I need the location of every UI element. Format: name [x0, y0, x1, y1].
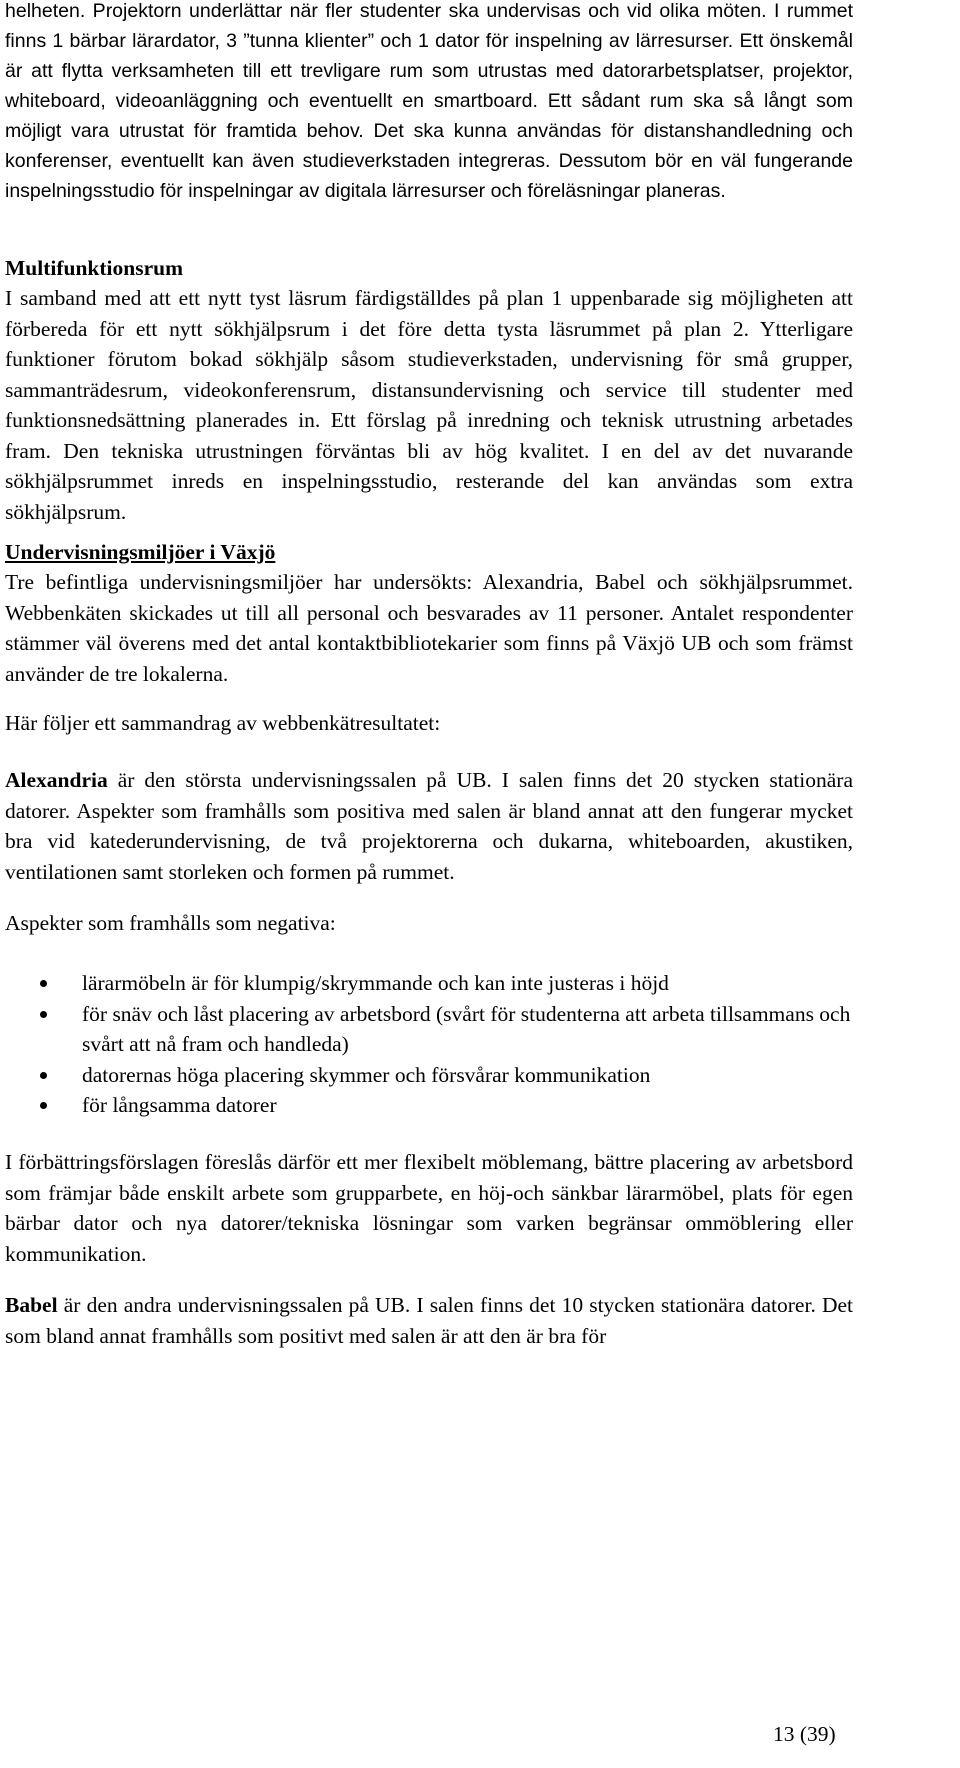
negatives-intro: Aspekter som framhålls som negativa: [5, 911, 336, 935]
heading-undervisningsmiljoer: Undervisningsmiljöer i Växjö [5, 540, 276, 564]
negatives-intro-block [5, 908, 853, 939]
list-item-text: datorernas höga placering skymmer och försvårar kommunikation [82, 1062, 651, 1087]
alexandria-text: är den största undervisningssalen på UB. I salen finns det 20 stycken stationära datorer. Aspekter som framhålls som positiva med salen är bland annat att den fungerar mycket bra vid katederundervisning, de två projektorerna och dukarna, whiteboarden, akustiken, ventilationen samt storleken och formen på rummet. [5, 768, 853, 884]
env-paragraph: Tre befintliga undervisningsmiljöer har undersökts: Alexandria, Babel och sökhjälpsrummet. Webbenkäten skickades ut till all personal och besvarades av 11 personer. Antalet respondenter stämmer väl överens med det antal kontaktbibliotekarier som finns på Växjö UB och som främst använder de tre lokalerna. [5, 570, 853, 686]
babel-paragraph-block [5, 1290, 853, 1351]
alexandria-paragraph [5, 765, 853, 887]
improvements-paragraph-block [5, 1147, 853, 1269]
babel-text: är den andra undervisningssalen på UB. I salen finns det 10 stycken stationära datorer. Det som bland annat framhålls som positivt med salen är att den är bra för [5, 1293, 853, 1348]
summary-intro: Här följer ett sammandrag av webbenkätresultatet: [5, 711, 441, 735]
page-number: 13 (39) [773, 1722, 836, 1746]
multi-paragraph: I samband med att ett nytt tyst läsrum färdigställdes på plan 1 uppenbarade sig möjligheten att förbereda för ett nytt sökhjälpsrum i det före detta tysta läsrummet på plan 2. Ytterligare funktioner förutom bokad sökhjälp såsom studieverkstaden, undervisning för små grupper, sammanträdesrum, videokonferensrum, distansundervisning och service till studenter med funktionsnedsättning planerades in. Ett förslag på inredning och teknisk utrustning arbetades fram. Den tekniska utrustningen förväntas bli av hög kvalitet. I en del av det nuvarande sökhjälpsrummet inreds en inspelningsstudio, resterande del kan användas som extra sökhjälpsrum. [5, 286, 853, 524]
negatives-list-block [5, 968, 853, 1121]
list-item [5, 1090, 853, 1121]
alexandria-name: Alexandria [5, 768, 108, 792]
negatives-list [5, 968, 853, 1121]
bullet-icon [40, 980, 47, 987]
babel-name: Babel [5, 1293, 58, 1317]
heading-multifunktionsrum: Multifunktionsrum [5, 256, 184, 280]
intro-paragraph-block [5, 0, 853, 206]
bullet-icon [40, 1102, 47, 1109]
list-item-text: lärarmöbeln är för klumpig/skrymmande och kan inte justeras i höjd [82, 971, 669, 995]
list-item-text: för snäv och låst placering av arbetsbord (svårt för studenterna att arbeta tillsammans och svårt att nå fram och handleda) [82, 1001, 851, 1056]
env-paragraph-block [5, 567, 853, 689]
list-item [5, 1060, 853, 1091]
alexandria-paragraph-block [5, 765, 853, 887]
bullet-icon [40, 1072, 47, 1079]
list-item-text: för långsamma datorer [82, 1093, 277, 1117]
multi-paragraph-block [5, 283, 853, 527]
bullet-icon [40, 1011, 47, 1018]
babel-paragraph [5, 1290, 853, 1351]
list-item [5, 999, 853, 1060]
summary-intro-block [5, 708, 853, 739]
intro-paragraph: helheten. Projektorn underlättar när fler studenter ska undervisas och vid olika möten. I rummet finns 1 bärbar lärardator, 3 ”tunna klienter” och 1 dator för inspelning av lärresurser. Ett önskemål är att flytta verksamheten till ett trevligare rum som utrustas med datorarbetsplatser, projektor, whiteboard, videoanläggning och eventuellt en smartboard. Ett sådant rum ska så långt som möjligt vara utrustat för framtida behov. Det ska kunna användas för distanshandledning och konferenser, eventuellt kan även studieverkstaden integreras. Dessutom bör en väl fungerande inspelningsstudio för inspelningar av digitala lärresurser och föreläsningar planeras. [5, 0, 853, 202]
improvements-paragraph: I förbättringsförslagen föreslås därför ett mer flexibelt möblemang, bättre placering av arbetsbord som främjar både enskilt arbete som grupparbete, en höj-och sänkbar lärarmöbel, plats för egen bärbar dator och nya datorer/tekniska lösningar som varken begränsar ommöblering eller kommunikation. [5, 1150, 853, 1266]
list-item [5, 968, 853, 999]
